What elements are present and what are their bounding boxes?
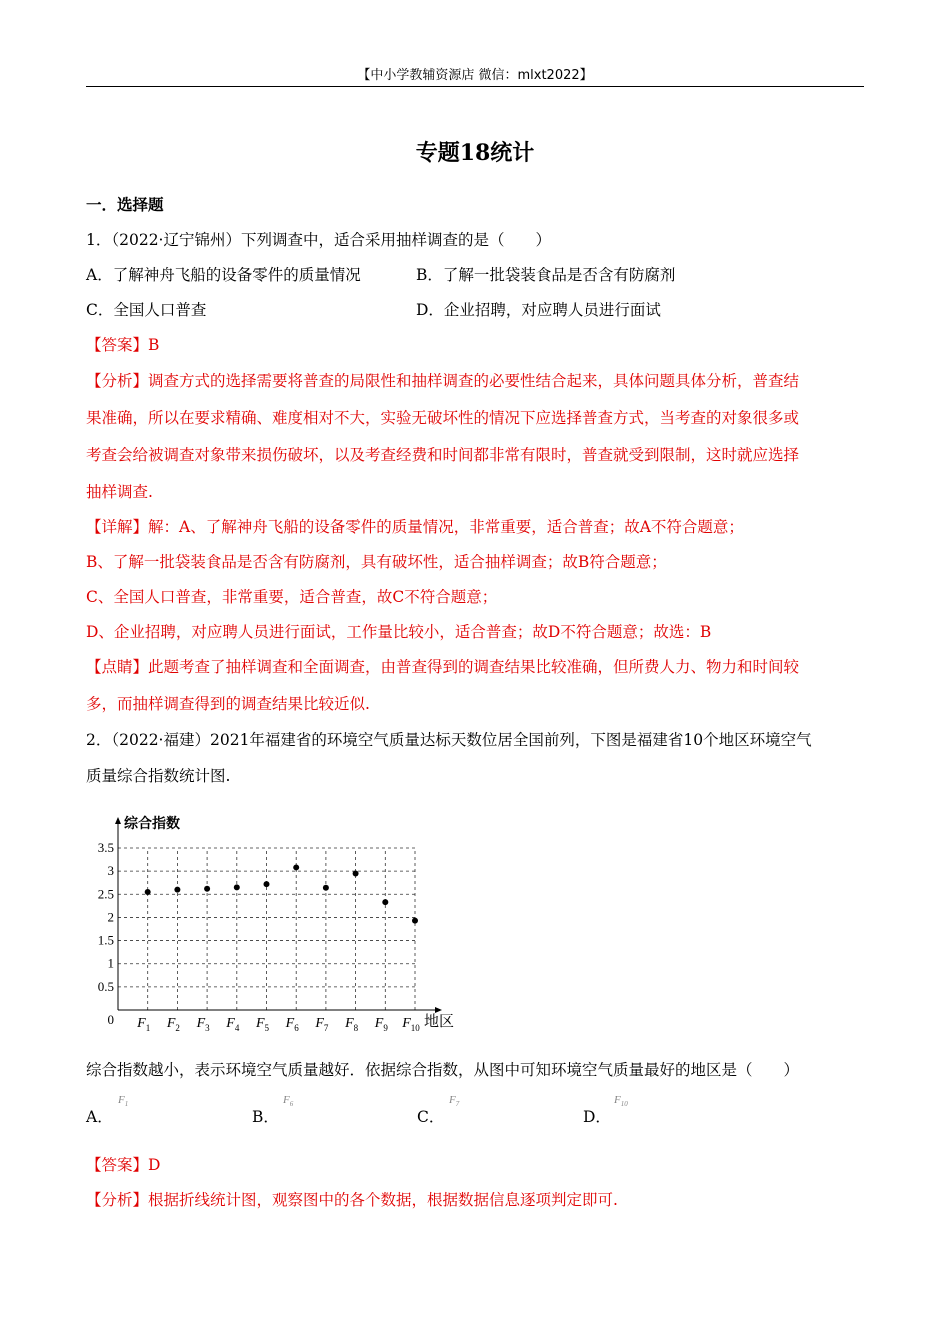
q1-detail-line: D、企业招聘，对应聘人员进行面试，工作量比较小，适合普查；故D不符合题意；故选：B (86, 623, 712, 641)
header-divider (86, 86, 864, 87)
option-letter: F (449, 1094, 456, 1106)
q1-comment-line: 多，而抽样调查得到的调查结果比较近似. (86, 695, 370, 713)
option-subscript: 6 (289, 1100, 294, 1109)
q2-option-c: C． (417, 1108, 445, 1126)
answer-tag: 【答案】 (86, 1156, 149, 1174)
x-tick-label: $F_5$ (255, 1016, 270, 1033)
analysis-text: 调查方式的选择需要将普查的局限性和抽样调查的必要性结合起来，具体问题具体分析，普查结 (148, 372, 800, 390)
option-subscript: 10 (620, 1100, 628, 1109)
detail-text: 解：A、了解神舟飞船的设备零件的质量情况，非常重要，适合普查；故A不符合题意； (148, 518, 744, 536)
option-letter: F (283, 1094, 290, 1106)
x-tick-label: $F_7$ (315, 1016, 329, 1033)
q2-option-d-value (614, 1094, 628, 1108)
x-tick-label: $F_1$ (137, 1016, 151, 1033)
y-axis-label: 综合指数 (124, 817, 180, 832)
q2-question: 综合指数越小，表示环境空气质量越好．依据综合指数，从图中可知环境空气质量最好的地区是（ ） (86, 1061, 800, 1079)
q1-detail-line: B、了解一批袋装食品是否含有防腐剂，具有破坏性，适合抽样调查；故B符合题意； (86, 553, 667, 571)
q1-analysis-line: 考查会给被调查对象带来损伤破坏，以及考查经费和时间都非常有限时，普查就受到限制，这时就应选择 (86, 446, 800, 464)
data-point-f6 (293, 864, 299, 870)
y-tick-label: 1.5 (97, 932, 114, 948)
q2-option-d: D． (583, 1108, 611, 1126)
q2-option-b: B． (252, 1108, 279, 1126)
x-tick-label: $F_3$ (196, 1016, 210, 1033)
y-tick-label: 2 (107, 909, 114, 925)
detail-tag: 【详解】 (86, 518, 149, 536)
data-point-f5 (264, 881, 270, 887)
q1-option-b: B．了解一批袋装食品是否含有防腐剂 (416, 266, 676, 284)
y-tick-label: 0 (107, 1012, 114, 1027)
answer-tag: 【答案】 (86, 336, 149, 354)
analysis-text: 根据折线统计图，观察图中的各个数据，根据数据信息逐项判定即可. (148, 1191, 618, 1209)
data-point-f3 (204, 886, 210, 892)
q1-detail-line: C、全国人口普查，非常重要，适合普查，故C不符合题意； (86, 588, 498, 606)
analysis-tag: 【分析】 (86, 1191, 149, 1209)
section-heading: 一．选择题 (86, 195, 164, 214)
page-title: 专题18统计 (415, 140, 535, 166)
data-point-f2 (174, 887, 180, 893)
q2-analysis-line (86, 1188, 618, 1210)
x-tick-label: $F_{10}$ (402, 1016, 420, 1033)
data-point-f9 (382, 899, 388, 905)
y-tick-label: 3 (107, 863, 114, 879)
q1-detail-line (86, 515, 744, 537)
option-letter: F (118, 1094, 125, 1106)
x-tick-label: $F_8$ (345, 1016, 359, 1033)
y-tick-label: 1 (107, 955, 114, 971)
data-point-f7 (323, 885, 329, 891)
q2-answer (86, 1153, 160, 1175)
x-tick-label: $F_6$ (285, 1016, 299, 1033)
y-tick-label: 3.5 (97, 840, 114, 855)
q2-option-b-value (283, 1094, 293, 1108)
q1-option-d: D．企业招聘，对应聘人员进行面试 (416, 301, 661, 319)
option-letter: F (614, 1094, 621, 1106)
q1-comment-line (86, 655, 799, 677)
q2-option-a-value (118, 1094, 128, 1108)
data-point-f4 (234, 884, 240, 890)
q2-option-a: A． (86, 1108, 113, 1126)
option-subscript: 1 (124, 1100, 129, 1109)
data-point-f8 (353, 870, 359, 876)
q1-analysis-line (86, 369, 799, 391)
y-tick-label: 2.5 (97, 886, 114, 902)
analysis-tag: 【分析】 (86, 372, 149, 390)
answer-value: B (148, 336, 160, 354)
page-header: 【中小学教辅资源店 微信：mlxt2022】 (357, 68, 593, 83)
y-tick-label: 0.5 (97, 978, 114, 994)
q2-stem: 2．（2022·福建）2021年福建省的环境空气质量达标天数位居全国前列，下图是福建省10个地区环境空气 (86, 731, 812, 749)
x-tick-label: $F_2$ (166, 1016, 180, 1033)
data-point-f1 (145, 889, 151, 895)
q1-option-c: C．全国人口普查 (86, 301, 207, 319)
x-axis-label: 地区 (424, 1014, 455, 1030)
comment-text: 此题考查了抽样调查和全面调查，由普查得到的调查结果比较准确，但所费人力、物力和时间较 (148, 658, 800, 676)
q1-analysis-line: 抽样调查. (86, 483, 153, 501)
scatter-chart (86, 808, 466, 1038)
q2-option-c-value (449, 1094, 459, 1108)
q2-stem: 质量综合指数统计图. (86, 767, 231, 785)
comment-tag: 【点睛】 (86, 658, 149, 676)
q1-option-a: A．了解神舟飞船的设备零件的质量情况 (86, 266, 361, 284)
data-point-f10 (412, 918, 418, 924)
x-tick-label: $F_4$ (226, 1016, 240, 1033)
answer-value: D (148, 1156, 161, 1174)
x-tick-label: $F_9$ (374, 1016, 388, 1033)
q1-analysis-line: 果准确，所以在要求精确、难度相对不大，实验无破坏性的情况下应选择普查方式，当考查的对象很多或 (86, 409, 800, 427)
q1-answer (86, 333, 159, 355)
option-subscript: 7 (455, 1100, 460, 1109)
q1-stem: 1．（2022·辽宁锦州）下列调查中，适合采用抽样调查的是（ ） (86, 231, 551, 249)
